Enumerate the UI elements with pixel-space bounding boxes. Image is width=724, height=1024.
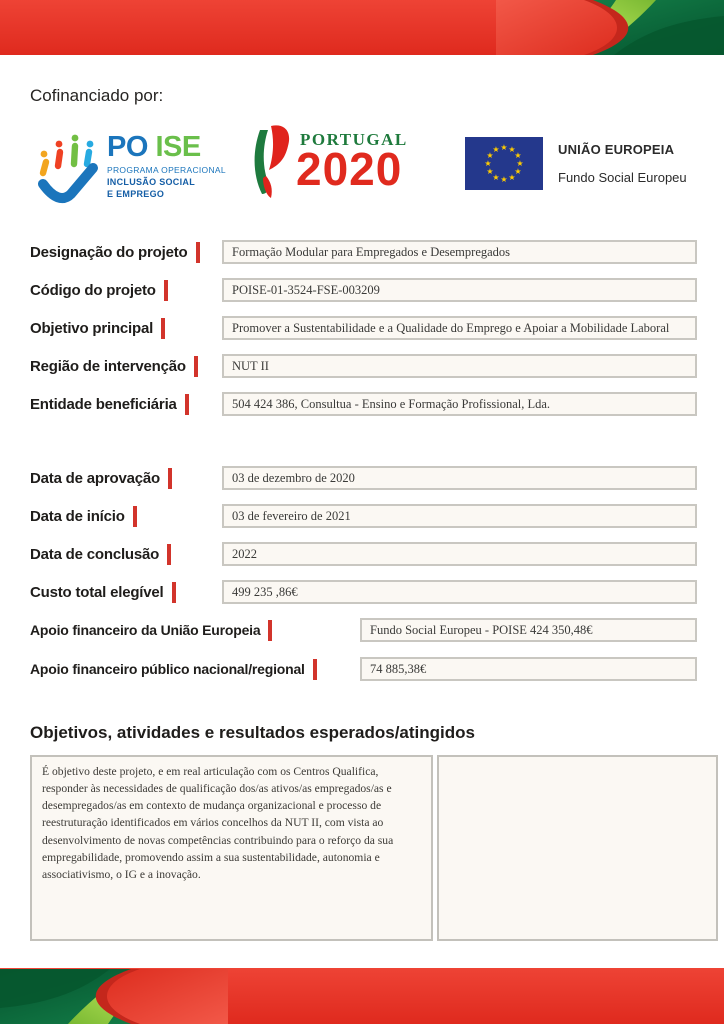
field-label: Apoio financeiro público nacional/regional xyxy=(30,657,317,681)
field-row-conclusao xyxy=(0,542,724,568)
svg-text:★: ★ xyxy=(514,151,522,160)
portugal2020-word: PORTUGAL xyxy=(300,130,408,149)
red-tick xyxy=(196,242,200,263)
eu-subtitle: Fundo Social Europeu xyxy=(558,170,687,185)
portugal2020-year: 2020 xyxy=(296,143,403,195)
svg-text:★: ★ xyxy=(486,151,494,160)
eu-logo xyxy=(465,137,715,197)
svg-text:★: ★ xyxy=(486,167,494,176)
field-row-apoio-nacional xyxy=(0,657,724,683)
svg-text:★: ★ xyxy=(500,175,508,184)
field-value: Fundo Social Europeu - POISE 424 350,48€ xyxy=(360,618,697,642)
red-tick xyxy=(133,506,137,527)
poise-subtitle-line3: E EMPREGO xyxy=(107,189,165,199)
portugal2020-logo xyxy=(252,124,442,212)
field-value: 2022 xyxy=(222,542,697,566)
field-label: Código do projeto xyxy=(30,278,168,302)
eu-flag-icon xyxy=(465,137,543,190)
red-tick xyxy=(172,582,176,603)
field-label: Designação do projeto xyxy=(30,240,200,264)
red-tick xyxy=(313,659,317,680)
flag-ribbon-icon xyxy=(252,124,292,204)
field-label: Data de conclusão xyxy=(30,542,171,566)
svg-text:★: ★ xyxy=(492,145,500,154)
red-tick xyxy=(268,620,272,641)
red-tick xyxy=(161,318,165,339)
field-value: 499 235 ,86€ xyxy=(222,580,697,604)
poise-logo xyxy=(35,128,245,214)
poise-wordmark: PO ISE xyxy=(107,131,201,163)
objectives-body: É objetivo deste projeto, e em real articulação com os Centros Qualifica, responder às necessidades de qualificação dos/as ativos/as empregados/as e desempregados/as em contexto de mudança organizacional e processo de reestruturação identificados em vários concelhos da NUT II, com vista ao desenvolvimento de novas competências contribuindo para o reforço da sua empregabilidade, promovendo assim a sua sustentabilidade, autonomia e associativismo, o IG e a inovação. xyxy=(42,765,394,881)
field-value: 504 424 386, Consultua - Ensino e Formação Profissional, Lda. xyxy=(222,392,697,416)
red-tick xyxy=(185,394,189,415)
field-label: Data de aprovação xyxy=(30,466,172,490)
cofinanced-label: Cofinanciado por: xyxy=(30,86,164,105)
svg-text:★: ★ xyxy=(484,159,492,168)
field-row-entidade xyxy=(0,392,724,418)
field-value: 03 de fevereiro de 2021 xyxy=(222,504,697,528)
hand-check-icon xyxy=(35,128,99,212)
field-row-custo xyxy=(0,580,724,606)
poise-subtitle-line1: PROGRAMA OPERACIONAL xyxy=(107,165,226,175)
field-value: 03 de dezembro de 2020 xyxy=(222,466,697,490)
field-row-objetivo xyxy=(0,316,724,342)
field-row-designacao xyxy=(0,240,724,266)
objectives-empty-box xyxy=(437,755,718,941)
red-tick xyxy=(164,280,168,301)
field-label: Custo total elegível xyxy=(30,580,176,604)
field-label: Entidade beneficiária xyxy=(30,392,189,416)
poise-logo-text xyxy=(107,132,226,199)
red-tick xyxy=(167,544,171,565)
field-label: Data de início xyxy=(30,504,137,528)
field-label: Apoio financeiro da União Europeia xyxy=(30,618,272,642)
svg-text:★: ★ xyxy=(514,167,522,176)
svg-text:★: ★ xyxy=(508,145,516,154)
field-row-aprovacao xyxy=(0,466,724,492)
field-row-apoio-ue xyxy=(0,618,724,644)
ribbon-corner-decoration-icon xyxy=(0,969,228,1024)
svg-text:★: ★ xyxy=(508,173,516,182)
field-row-codigo xyxy=(0,278,724,304)
field-value: Formação Modular para Empregados e Desempregados xyxy=(222,240,697,264)
red-tick xyxy=(168,468,172,489)
eu-title: UNIÃO EUROPEIA xyxy=(558,142,675,157)
poise-subtitle-line2: INCLUSÃO SOCIAL xyxy=(107,177,196,187)
ribbon-corner-decoration-icon xyxy=(496,0,724,55)
field-label: Objetivo principal xyxy=(30,316,165,340)
svg-text:★: ★ xyxy=(492,173,500,182)
field-label: Região de intervenção xyxy=(30,354,198,378)
field-value: NUT II xyxy=(222,354,697,378)
field-row-inicio xyxy=(0,504,724,530)
objectives-title: Objetivos, atividades e resultados esperados/atingidos xyxy=(30,723,475,742)
field-value: POISE-01-3524-FSE-003209 xyxy=(222,278,697,302)
svg-text:★: ★ xyxy=(500,143,508,152)
red-tick xyxy=(194,356,198,377)
field-value: 74 885,38€ xyxy=(360,657,697,681)
svg-text:★: ★ xyxy=(516,159,524,168)
field-row-regiao xyxy=(0,354,724,380)
objectives-text-box xyxy=(30,755,433,941)
field-value: Promover a Sustentabilidade e a Qualidade do Emprego e Apoiar a Mobilidade Laboral xyxy=(222,316,697,340)
